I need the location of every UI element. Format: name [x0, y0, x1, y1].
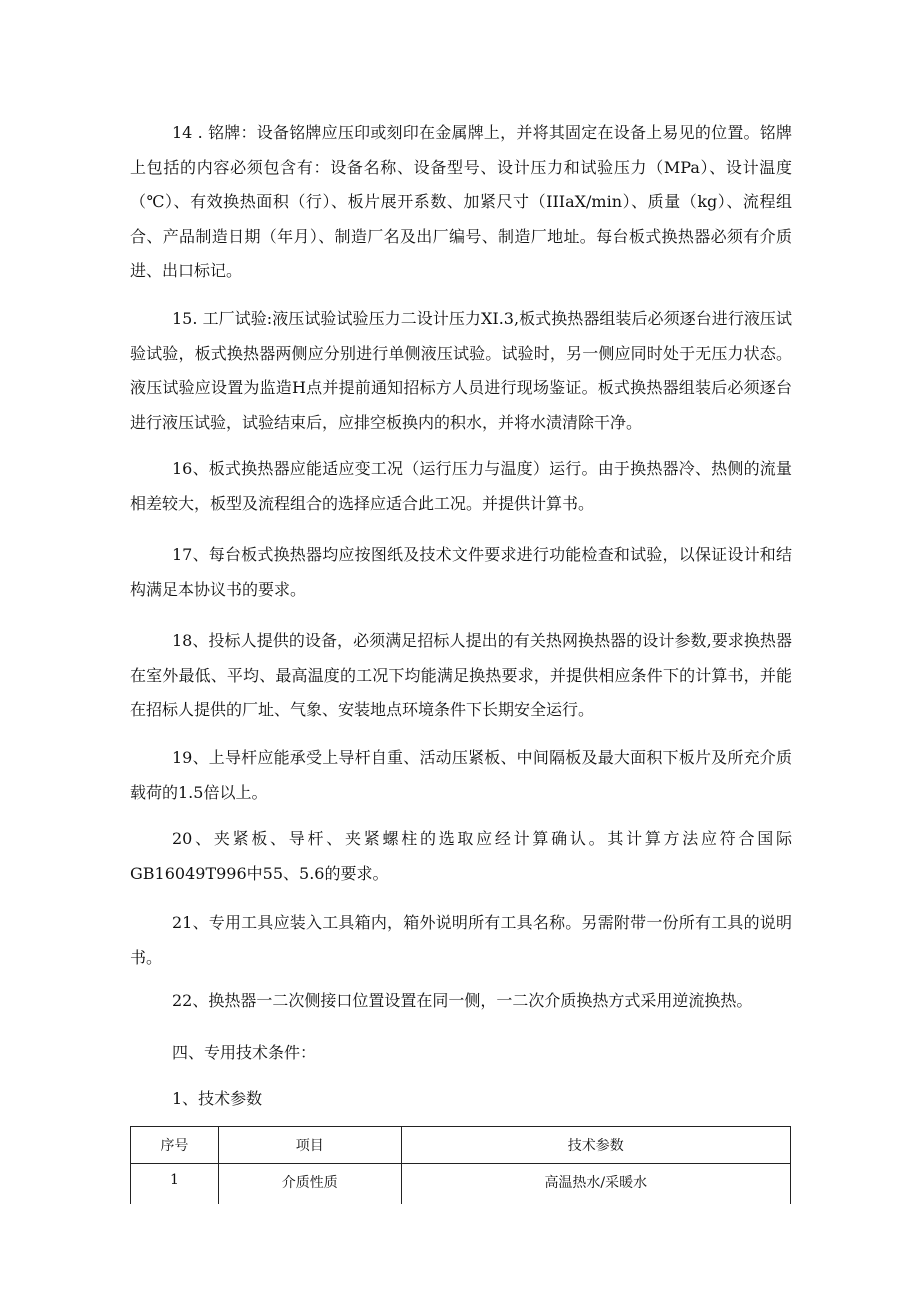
paragraph-16-variable-conditions: 16、板式换热器应能适应变工况（运行压力与温度）运行。由于换热器冷、热侧的流量相差较大，板型及流程组合的选择应适合此工况。并提供计算书。: [130, 459, 792, 513]
paragraph-14-nameplate: 14 . 铭牌：设备铭牌应压印或刻印在金属牌上，并将其固定在设备上易见的位置。铭牌上包括的内容必须包含有：设备名称、设备型号、设计压力和试验压力（MPa）、设计温度（℃）、有效换热面积（行）、板片展开系数、加紧尺寸（IIIaX/min）、质量（kg）、流程组合、产品制造日期（年月）、制造厂名及出厂编号、制造厂地址。每台板式换热器必须有介质进、出口标记。: [130, 123, 792, 280]
section-heading: 四、专用技术条件：: [172, 1043, 317, 1062]
paragraph-18-design-parameters: 18、投标人提供的设备，必须满足招标人提出的有关热网换热器的设计参数,要求换热器在室外最低、平均、最高温度的工况下均能满足换热要求，并提供相应条件下的计算书，并能在招标人提供的厂址、气象、安装地点环境条件下长期安全运行。: [130, 631, 792, 719]
paragraph-17-function-check: 17、每台板式换热器均应按图纸及技术文件要求进行功能检查和试验，以保证设计和结构满足本协议书的要求。: [130, 545, 792, 599]
table-row: [131, 1164, 791, 1205]
header-tech-parameter: 技术参数: [401, 1127, 790, 1164]
sub-heading: 1、技术参数: [172, 1089, 263, 1108]
header-item: 项目: [218, 1127, 401, 1164]
paragraph-21-special-tools: 21、专用工具应装入工具箱内，箱外说明所有工具名称。另需附带一份所有工具的说明书。: [130, 913, 792, 967]
paragraph-22-interface-position: 22、换热器一二次侧接口位置设置在同一侧，一二次介质换热方式采用逆流换热。: [172, 991, 753, 1010]
paragraph-15-factory-test: 15. 工厂试验:液压试验试验压力二设计压力XI.3,板式换热器组装后必须逐台进行液压试验试验，板式换热器两侧应分别进行单侧液压试验。试验时，另一侧应同时处于无压力状态。液压试验应设置为监造H点并提前通知招标方人员进行现场鉴证。板式换热器组装后必须逐台进行液压试验，试验结束后，应排空板换内的积水，并将水渍清除干净。: [130, 309, 792, 432]
paragraph-20-clamping-plate: 20、夹紧板、导杆、夹紧螺柱的选取应经计算确认。其计算方法应符合国际GB16049T996中55、5.6的要求。: [130, 829, 792, 883]
header-serial-number: 序号: [131, 1127, 219, 1164]
cell-serial-number: 1: [131, 1164, 219, 1205]
cell-item: 介质性质: [218, 1164, 401, 1205]
tech-parameter-table: [130, 1126, 791, 1204]
cell-tech-parameter: 高温热水/采暖水: [401, 1164, 790, 1205]
table-header-row: [131, 1127, 791, 1164]
paragraph-19-guide-bar: 19、上导杆应能承受上导杆自重、活动压紧板、中间隔板及最大面积下板片及所充介质载荷的1.5倍以上。: [130, 748, 792, 802]
